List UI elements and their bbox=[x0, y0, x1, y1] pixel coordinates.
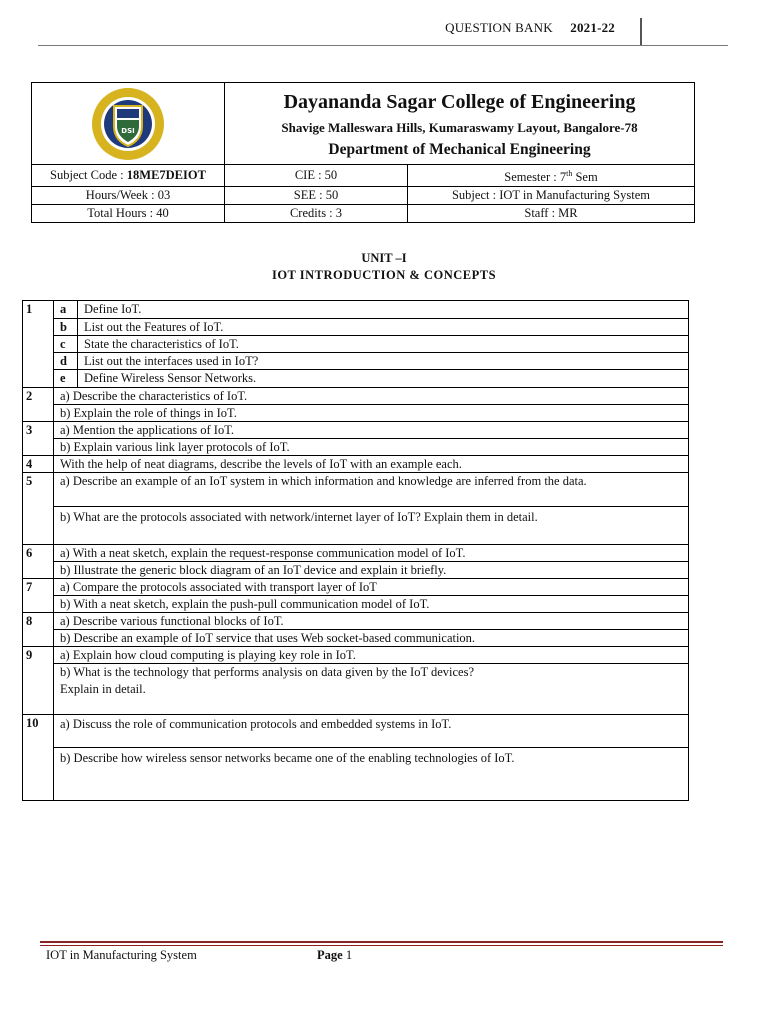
question-row bbox=[23, 388, 689, 405]
unit-title: UNIT –I bbox=[361, 251, 407, 265]
question-row bbox=[23, 562, 689, 579]
see-cell: SEE : 50 bbox=[225, 187, 408, 205]
question-row bbox=[23, 664, 689, 715]
page-label: Page bbox=[317, 948, 343, 962]
question-row bbox=[23, 353, 689, 370]
question-row bbox=[23, 647, 689, 664]
question-row bbox=[23, 579, 689, 596]
college-address: Shavige Malleswara Hills, Kumaraswamy Layout, Bangalore-78 bbox=[281, 119, 638, 135]
question-text: b) Explain the role of things in IoT. bbox=[54, 405, 689, 422]
question-row bbox=[23, 715, 689, 748]
question-text: State the characteristics of IoT. bbox=[78, 336, 689, 353]
question-row bbox=[23, 336, 689, 353]
footer-subject: IOT in Manufacturing System bbox=[46, 948, 197, 962]
sub-label: e bbox=[54, 370, 78, 388]
total-hours-cell: Total Hours : 40 bbox=[32, 205, 225, 223]
subject-cell: Subject : IOT in Manufacturing System bbox=[408, 187, 695, 205]
question-text: b) Describe how wireless sensor networks became one of the enabling technologies of IoT. bbox=[54, 748, 689, 801]
question-text: b) Explain various link layer protocols of IoT. bbox=[54, 439, 689, 456]
semester-sup: th bbox=[566, 169, 573, 178]
question-bank-header bbox=[0, 20, 640, 36]
question-text: a) Describe various functional blocks of IoT. bbox=[54, 613, 689, 630]
question-text-line: b) What is the technology that performs analysis on data given by the IoT devices? bbox=[60, 665, 475, 679]
question-text: List out the interfaces used in IoT? bbox=[78, 353, 689, 370]
question-row bbox=[23, 613, 689, 630]
header-rule bbox=[38, 45, 728, 46]
question-text: With the help of neat diagrams, describe the levels of IoT with an example each. bbox=[54, 456, 689, 473]
question-number: 5 bbox=[23, 473, 54, 545]
question-number: 10 bbox=[23, 715, 54, 801]
logo-text: DSI bbox=[121, 126, 135, 135]
question-text bbox=[54, 664, 689, 715]
question-text: b) With a neat sketch, explain the push-pull communication model of IoT. bbox=[54, 596, 689, 613]
college-logo-icon bbox=[88, 86, 168, 162]
sub-label: c bbox=[54, 336, 78, 353]
question-text: a) With a neat sketch, explain the request-response communication model of IoT. bbox=[54, 545, 689, 562]
question-row bbox=[23, 507, 689, 545]
questions-table bbox=[22, 300, 689, 801]
page-number: 1 bbox=[345, 948, 353, 962]
college-name: Dayananda Sagar College of Engineering bbox=[283, 90, 636, 113]
question-text: a) Compare the protocols associated with transport layer of IoT bbox=[54, 579, 689, 596]
semester-cell bbox=[408, 165, 695, 187]
question-text-line: Explain in detail. bbox=[60, 682, 146, 696]
question-row bbox=[23, 405, 689, 422]
question-row bbox=[23, 473, 689, 507]
subject-code-cell bbox=[32, 165, 225, 187]
header-divider bbox=[640, 18, 642, 45]
sub-label: d bbox=[54, 353, 78, 370]
header-year: 2021-22 bbox=[570, 20, 615, 35]
question-text: b) Illustrate the generic block diagram of an IoT device and explain it briefly. bbox=[54, 562, 689, 579]
question-text: a) Describe the characteristics of IoT. bbox=[54, 388, 689, 405]
question-row bbox=[23, 630, 689, 647]
question-number: 7 bbox=[23, 579, 54, 613]
logo-cell bbox=[32, 83, 225, 165]
question-number: 8 bbox=[23, 613, 54, 647]
staff-cell: Staff : MR bbox=[408, 205, 695, 223]
question-number: 4 bbox=[23, 456, 54, 473]
sub-label: b bbox=[54, 319, 78, 336]
question-row bbox=[23, 319, 689, 336]
question-row bbox=[23, 748, 689, 801]
header-label: QUESTION BANK bbox=[445, 20, 553, 35]
sub-label: a bbox=[54, 301, 78, 319]
question-row bbox=[23, 596, 689, 613]
question-row bbox=[23, 301, 689, 319]
question-row bbox=[23, 545, 689, 562]
semester-prefix: Semester : 7 bbox=[504, 170, 567, 185]
question-number: 3 bbox=[23, 422, 54, 456]
subject-code-value: 18ME7DEIOT bbox=[126, 168, 206, 183]
question-text: a) Mention the applications of IoT. bbox=[54, 422, 689, 439]
footer-rule bbox=[40, 941, 723, 943]
question-text: b) What are the protocols associated with network/internet layer of IoT? Explain them in detail. bbox=[54, 507, 689, 545]
question-text: List out the Features of IoT. bbox=[78, 319, 689, 336]
credits-cell: Credits : 3 bbox=[225, 205, 408, 223]
footer-rule-thin bbox=[40, 945, 723, 946]
question-row bbox=[23, 370, 689, 388]
question-text: a) Explain how cloud computing is playing key role in IoT. bbox=[54, 647, 689, 664]
question-row bbox=[23, 422, 689, 439]
footer-page bbox=[317, 948, 352, 963]
question-number: 2 bbox=[23, 388, 54, 422]
unit-subtitle: IOT INTRODUCTION & CONCEPTS bbox=[271, 268, 497, 282]
question-number: 6 bbox=[23, 545, 54, 579]
question-text: Define Wireless Sensor Networks. bbox=[78, 370, 689, 388]
question-number: 1 bbox=[23, 301, 54, 388]
question-row bbox=[23, 456, 689, 473]
question-row bbox=[23, 439, 689, 456]
hours-week-cell: Hours/Week : 03 bbox=[32, 187, 225, 205]
cie-cell: CIE : 50 bbox=[225, 165, 408, 187]
question-text: b) Describe an example of IoT service that uses Web socket-based communication. bbox=[54, 630, 689, 647]
college-department: Department of Mechanical Engineering bbox=[328, 140, 591, 158]
subject-code-label: Subject Code : bbox=[50, 168, 127, 183]
question-number: 9 bbox=[23, 647, 54, 715]
question-text: Define IoT. bbox=[78, 301, 689, 319]
college-heading-cell bbox=[225, 83, 695, 165]
question-text: a) Discuss the role of communication protocols and embedded systems in IoT. bbox=[54, 715, 689, 748]
semester-suffix: Sem bbox=[572, 170, 598, 185]
college-info-table bbox=[31, 82, 695, 223]
question-text: a) Describe an example of an IoT system in which information and knowledge are inferred from the data. bbox=[54, 473, 689, 507]
